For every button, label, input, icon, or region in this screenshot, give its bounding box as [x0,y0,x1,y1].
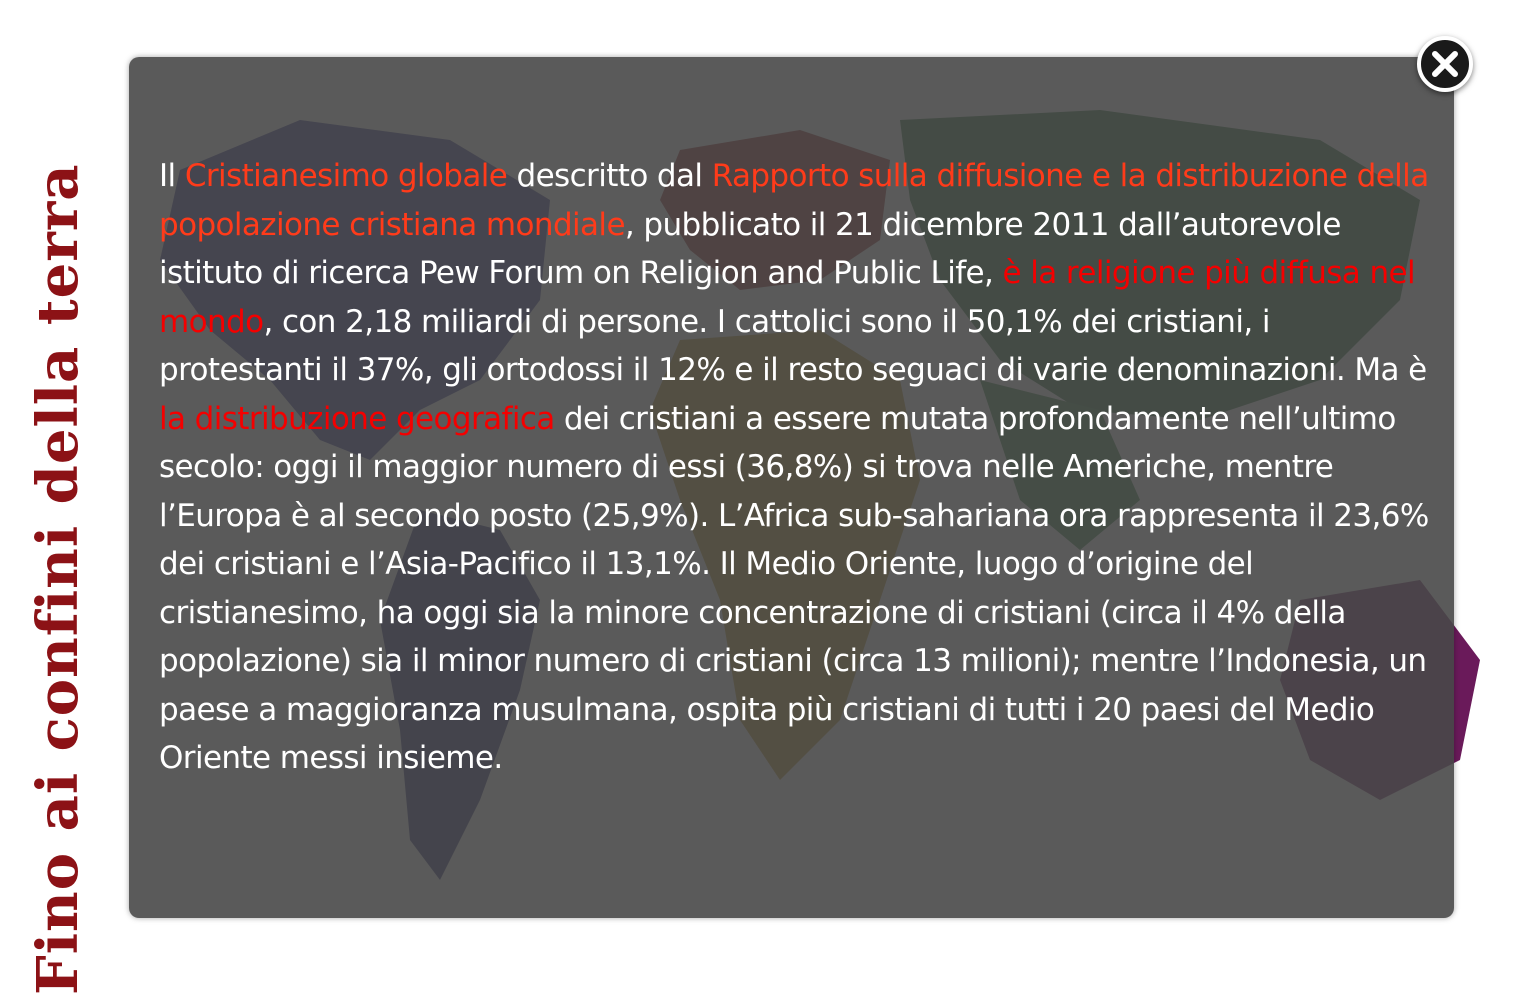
link-distribuzione-geografica[interactable]: la distribuzione geografica [159,400,555,437]
article-text-segment: Il [159,158,185,194]
article-text-segment: , con 2,18 miliardi di persone. I cattolici sono il 50,1% dei cristiani, i protestanti il 37%, gli ortodossi il 12% e il resto seguaci di varie denominazioni. Ma è [159,303,1427,388]
link-religione-piu-diffusa[interactable]: è la religione più diffusa nel mondo [159,255,1415,340]
link-rapporto[interactable]: Rapporto sulla diffusione e la distribuzione della popolazione cristiana mondiale [159,158,1429,243]
close-icon [1431,50,1459,78]
article-text [159,152,1431,783]
article-text-segment: descritto dal [507,158,712,194]
article-text-segment: , pubblicato il 21 dicembre 2011 dall’autorevole istituto di ricerca Pew Forum on Religion and Public Life, [159,206,1341,291]
close-button[interactable] [1417,36,1473,92]
info-modal [129,57,1454,918]
side-title: Fino ai confini della terra [25,163,91,995]
link-cristianesimo-globale[interactable]: Cristianesimo globale [184,158,508,194]
article-text-segment: dei cristiani a essere mutata profondamente nell’ultimo secolo: oggi il maggior numero di essi (36,8%) si trova nelle Americhe, mentre l’Europa è al secondo posto (25,9%). L’Africa sub-sahariana ora rappresenta il 23,6% dei cristiani e l’Asia-Pacifico il 13,1%. Il Medio Oriente, luogo d’origine del cristianesimo, ha oggi sia la minore concentrazione di cristiani (circa il 4% della popolazione) sia il minor numero di cristiani (circa 13 milioni); mentre l’Indonesia, un paese a maggioranza musulmana, ospita più cristiani di tutti i 20 paesi del Medio Oriente messi insieme. [159,400,1429,776]
